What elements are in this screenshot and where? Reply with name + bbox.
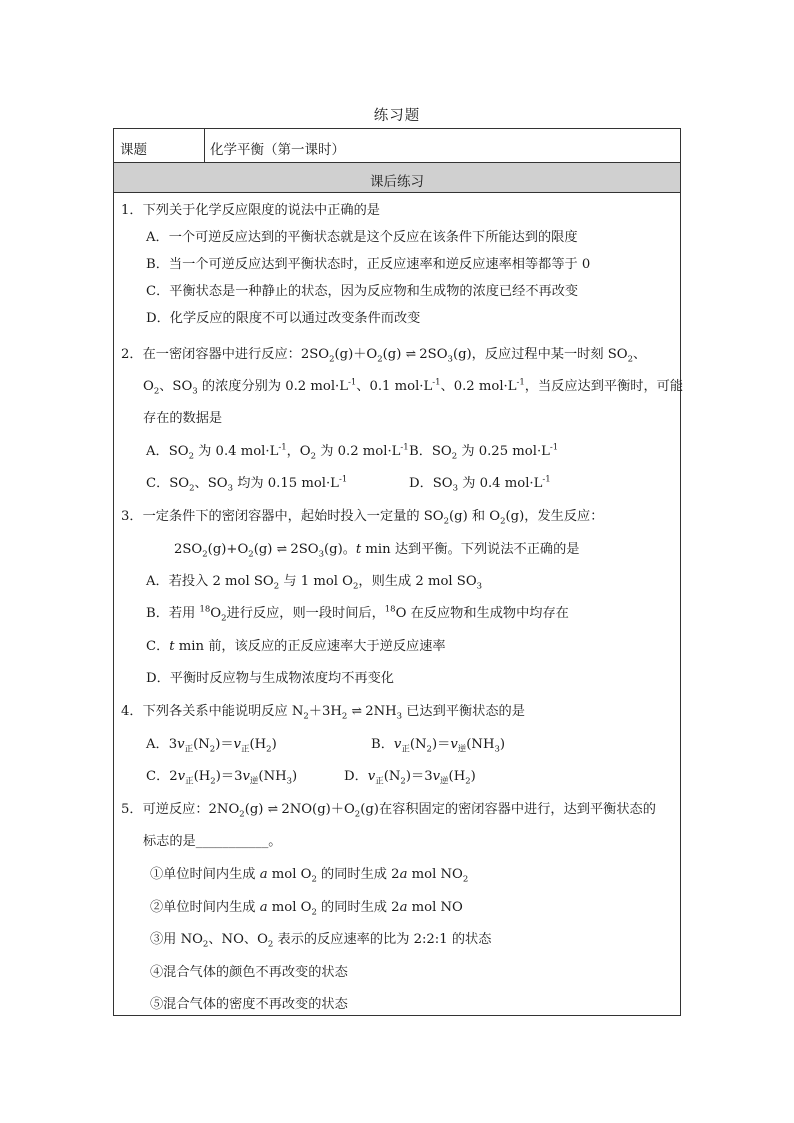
q2-stem-line3: 存在的数据是	[143, 411, 223, 426]
q4-option-d: D．$v_正(N_2)=3v_逆(H_2)$	[344, 769, 476, 787]
equilibrium-arrow: ⇌	[351, 703, 361, 718]
equilibrium-arrow: ⇌	[267, 801, 278, 816]
q2-option-d: D．$SO_3$ 为 0.4 $mol\cdot L^{-1}$	[409, 474, 551, 494]
q1-option-c: C．平衡状态是一种静止的状态，因为反应物和生成物的浓度已经不再改变	[146, 284, 579, 299]
section-title: 课后练习	[370, 174, 424, 190]
q5-choice-1: ①单位时间内生成 a mol $O_2$ 的同时生成 2a mol $NO_2$	[150, 867, 469, 885]
equilibrium-arrow: ⇌	[276, 541, 287, 556]
section-header	[114, 163, 680, 193]
q3-equation: $2SO_2(g)+O_2(g)$ ⇌ $2SO_3(g)$。t min 达到平衡。下列说法不正确的是	[174, 541, 580, 560]
q1-option-d: D．化学反应的限度不可以通过改变条件而改变	[146, 311, 421, 326]
q5-choice-4: ④混合气体的颜色不再改变的状态	[150, 965, 348, 980]
q1-option-b: B．当一个可逆反应达到平衡状态时，正反应速率和逆反应速率相等都等于 0	[146, 257, 591, 272]
q3-option-c: C．t min 前，该反应的正反应速率大于逆反应速率	[146, 639, 446, 654]
q5-stem-line2: 标志的是___________。	[143, 834, 282, 849]
q3-option-a: A．若投入 2 mol $SO_2$ 与 1 mol $O_2$，则生成 2 mol $SO_3$	[146, 574, 483, 592]
page-title: 练习题	[373, 108, 421, 124]
q3-option-b: B．若用 $^{18}O_2$进行反应，则一段时间后，$^{18}$O 在反应物和生成物中均存在	[146, 604, 569, 624]
equilibrium-arrow: ⇌	[405, 346, 416, 361]
q2-option-c: C．$SO_2$、$SO_3$ 均为 0.15 $mol\cdot L^{-1}$	[146, 474, 348, 494]
q4-option-a: A．$3v_正(N_2)=v_正(H_2)$	[146, 737, 277, 755]
exercise-table	[113, 128, 684, 1016]
q3-option-d: D．平衡时反应物与生成物浓度均不再变化	[146, 671, 394, 686]
q2-stem-line1: 2．在一密闭容器中进行反应：$2SO_2(g)+O_2(g)$ ⇌ $2SO_3(g)$，反应过程中某一时刻 $SO_2$、	[121, 346, 647, 365]
q5-choice-3: ③用 $NO_2$、NO、$O_2$ 表示的反应速率的比为 2:2:1 的状态	[150, 932, 492, 950]
topic-value: 化学平衡（第一课时）	[210, 142, 345, 158]
q5-choice-2: ②单位时间内生成 a mol $O_2$ 的同时生成 2a mol NO	[150, 900, 463, 918]
q2-option-a: A．$SO_2$ 为 0.4 $mol\cdot L^{-1}$，$O_2$ 为 0.2 $mol\cdot L^{-1}$	[146, 442, 409, 462]
q4-option-c: C．$2v_正(H_2)=3v_逆(NH_3)$	[146, 769, 298, 787]
q4-stem: 4．下列各关系中能说明反应 $N_2+3H_2$ ⇌ $2NH_3$ 已达到平衡状态的是	[121, 703, 525, 722]
q2-option-b: B．$SO_2$ 为 0.25 $mol\cdot L^{-1}$	[409, 442, 559, 462]
q4-option-b: B．$v_正(N_2)=v_逆(NH_3)$	[371, 737, 506, 755]
answer-blank: ___________	[195, 834, 269, 849]
q5-stem-line1: 5．可逆反应：$2NO_2(g)$ ⇌ $2NO(g)+O_2(g)$在容积固定的密闭容器中进行，达到平衡状态的	[121, 801, 656, 820]
q1-stem: 1．下列关于化学反应限度的说法中正确的是	[121, 203, 380, 218]
topic-row	[114, 129, 680, 163]
column-divider	[204, 129, 205, 162]
q3-stem: 3．一定条件下的密闭容器中，起始时投入一定量的 $SO_2(g)$ 和 $O_2(g)$，发生反应：	[121, 509, 604, 527]
q2-stem-line2: $O_2$、$SO_3$ 的浓度分别为 0.2 $mol\cdot L^{-1}$、0.1 $mol\cdot L^{-1}$、0.2 $mol\cdot L^{-1}$，当反应达到平衡时，可能	[143, 377, 684, 397]
q1-option-a: A．一个可逆反应达到的平衡状态就是这个反应在该条件下所能达到的限度	[146, 230, 578, 245]
topic-label: 课题	[120, 142, 147, 158]
q5-choice-5: ⑤混合气体的密度不再改变的状态	[150, 997, 348, 1012]
